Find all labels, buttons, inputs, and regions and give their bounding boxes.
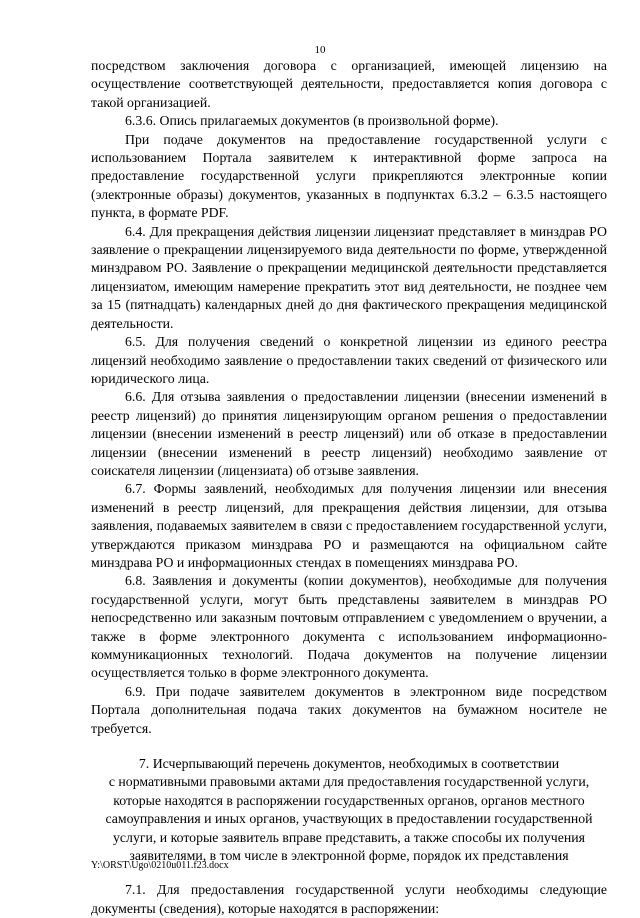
file-path-footer: Y:\ORST\Ugo\0210u011.f23.docx	[91, 860, 229, 871]
section-heading-line: 7. Исчерпывающий перечень документов, необходимых в соответствии	[138, 756, 560, 772]
paragraph: При подаче документов на предоставление государственной услуги с использованием Портала заявителем к интерактивной форме запроса на предоставление государственной услуги прикрепляются электронные копии (электронные образы) документов, указанных в подпунктах 6.3.2 – 6.3.5 настоящего пункта, в формате PDF.	[91, 131, 607, 221]
paragraph: 6.7. Формы заявлений, необходимых для получения лицензии или внесения изменений в реестр лицензий, для прекращения действия лицензии, для отзыва заявления, подаваемых заявителем в связи с предоставлением государственной услуги, утверждаются приказом минздрава РО и размещаются на официальном сайте минздрава РО и информационных стендах в помещениях минздрава РО.	[91, 481, 607, 570]
paragraph: 6.3.6. Опись прилагаемых документов (в произвольной форме).	[125, 113, 499, 129]
paragraph: 6.5. Для получения сведений о конкретной лицензии из единого реестра лицензий необходимо заявление о предоставлении таких сведений от физического или юридического лица.	[91, 334, 607, 386]
section-heading-line: заявителями, в том числе в электронной форме, порядок их представления	[129, 848, 569, 864]
section-heading-line: которые находятся в распоряжении государственных органов, органов местного	[113, 792, 585, 808]
section-heading	[91, 755, 607, 865]
paragraph: 6.4. Для прекращения действия лицензии лицензиат представляет в минздрав РО заявление о прекращении лицензируемого вида деятельности по форме, утвержденной минздравом РО. Заявление о прекращении медицинской деятельности представляется лицензиатом, имеющим намерение прекратить этот вид деятельности, не позднее чем за 15 (пятнадцать) календарных дней до дня фактического прекращения медицинской деятельности.	[91, 223, 607, 331]
paragraph: 6.8. Заявления и документы (копии документов), необходимые для получения государственной услуги, могут быть представлены заявителем в минздрав РО непосредственно или заказным почтовым отправлением с уведомлением о вручении, а также в форме электронного документа с использованием информационно-коммуникационных технологий. Подача документов на получение лицензии осуществляется только в форме электронного документа.	[91, 573, 607, 681]
paragraph: 6.6. Для отзыва заявления о предоставлении лицензии (внесении изменений в реестр лицензий) до принятия лицензирующим органом решения о предоставлении лицензии (внесении изменений в реестр лицензий) или об отказе в предоставлении лицензии (внесении изменений в реестр лицензий) необходимо заявление от соискателя лицензии (лицензиата) об отзыве заявления.	[91, 389, 607, 478]
paragraph: посредством заключения договора с организацией, имеющей лицензию на осуществление соответствующей деятельности, предоставляется копия договора с такой организацией.	[91, 58, 607, 110]
section-heading-line: услуги, и которые заявитель вправе представить, а также способы их получения	[113, 829, 585, 845]
section-heading-line: с нормативными правовыми актами для предоставления государственной услуги,	[108, 774, 590, 790]
paragraph: 7.1. Для предоставления государственной услуги необходимы следующие документы (сведения), которые находятся в распоряжении:	[91, 882, 607, 916]
document-body	[91, 57, 607, 918]
section-heading-line: самоуправления и иных органов, участвующих в предоставлении государственной	[105, 811, 593, 827]
paragraph: 6.9. При подаче заявителем документов в электронном виде посредством Портала дополнительная подача таких документов на бумажном носителе не требуется.	[91, 683, 607, 736]
page-number: 10	[314, 44, 326, 56]
